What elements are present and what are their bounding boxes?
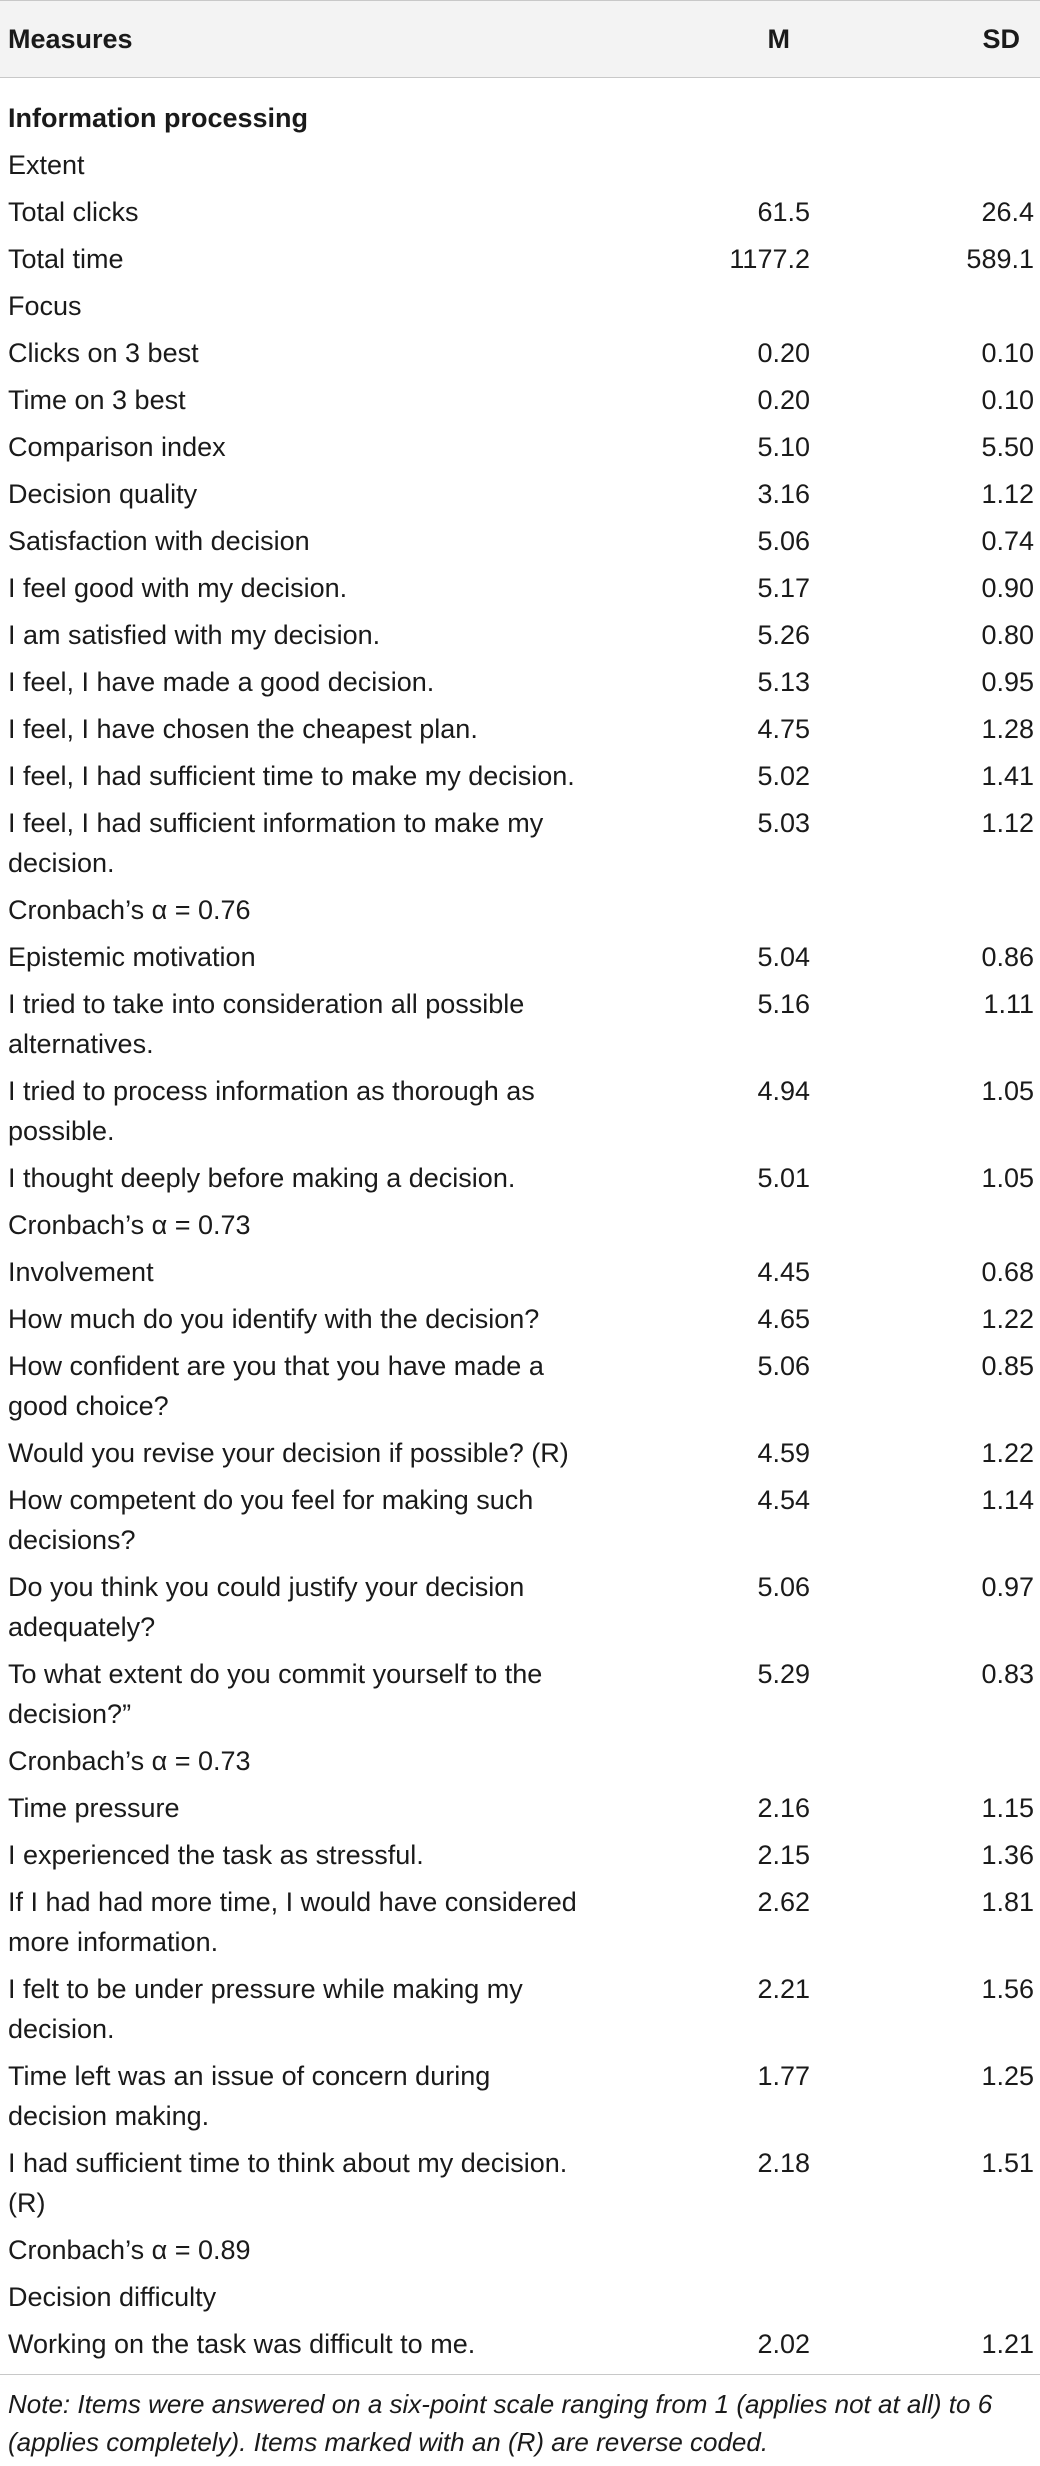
table-row	[0, 1560, 1040, 1647]
table-row	[0, 78, 1040, 139]
mean-cell	[600, 78, 830, 139]
table-row	[0, 2049, 1040, 2136]
mean-cell	[600, 1198, 830, 1245]
table-row	[0, 2136, 1040, 2223]
sd-cell: 0.85	[981, 1351, 1034, 1381]
table-header	[0, 1, 1040, 78]
sd-cell	[830, 78, 1040, 139]
table-row	[0, 1647, 1040, 1734]
sd-cell: 5.50	[981, 432, 1034, 462]
mean-cell: 61.5	[757, 197, 810, 227]
sd-cell: 1.11	[983, 989, 1034, 1019]
mean-cell: 1177.2	[729, 244, 810, 274]
measure-cell: Time on 3 best	[8, 385, 186, 415]
mean-cell: 3.16	[757, 479, 810, 509]
mean-cell: 4.45	[757, 1257, 810, 1287]
table-row	[0, 608, 1040, 655]
table-row	[0, 1962, 1040, 2049]
column-header-m: M	[600, 1, 830, 78]
table-row	[0, 420, 1040, 467]
measure-cell: I experienced the task as stressful.	[8, 1840, 424, 1870]
mean-cell: 0.20	[757, 385, 810, 415]
sd-cell: 1.28	[981, 714, 1034, 744]
measure-cell: I tried to take into consideration all possible alternatives.	[8, 989, 525, 1059]
header-row	[0, 1, 1040, 78]
mean-cell: 5.10	[757, 432, 810, 462]
mean-cell	[600, 2270, 830, 2317]
measure-cell: Total time	[8, 244, 124, 274]
table-row	[0, 1245, 1040, 1292]
mean-cell: 5.04	[757, 942, 810, 972]
sd-cell	[830, 1198, 1040, 1245]
measure-cell: Would you revise your decision if possible? (R)	[8, 1438, 569, 1468]
table-row	[0, 138, 1040, 185]
mean-cell: 5.03	[757, 808, 810, 838]
table-row	[0, 1064, 1040, 1151]
mean-cell: 0.20	[757, 338, 810, 368]
measure-cell: I feel, I have chosen the cheapest plan.	[8, 714, 478, 744]
mean-cell: 5.17	[757, 573, 810, 603]
measure-cell: Clicks on 3 best	[8, 338, 199, 368]
mean-cell: 4.65	[757, 1304, 810, 1334]
sd-cell: 0.86	[981, 942, 1034, 972]
table-row	[0, 2270, 1040, 2317]
measure-cell: Extent	[8, 150, 85, 180]
sd-cell: 1.41	[981, 761, 1034, 791]
sd-cell: 589.1	[966, 244, 1034, 274]
measure-cell: Cronbach’s α = 0.73	[8, 1210, 251, 1240]
sd-cell: 1.81	[981, 1887, 1034, 1917]
measure-cell: To what extent do you commit yourself to the decision?”	[8, 1659, 543, 1729]
measure-cell: I thought deeply before making a decision.	[8, 1163, 516, 1193]
sd-cell: 1.25	[981, 2061, 1034, 2091]
column-header-sd: SD	[830, 1, 1040, 78]
sd-cell: 1.14	[981, 1485, 1034, 1515]
table-row	[0, 2317, 1040, 2375]
mean-cell: 5.29	[757, 1659, 810, 1689]
mean-cell: 5.26	[757, 620, 810, 650]
table-row	[0, 232, 1040, 279]
measure-cell: Total clicks	[8, 197, 139, 227]
table-row	[0, 749, 1040, 796]
sd-cell: 0.10	[981, 385, 1034, 415]
table-row	[0, 1781, 1040, 1828]
mean-cell: 5.06	[757, 526, 810, 556]
table-row	[0, 561, 1040, 608]
sd-cell: 1.22	[981, 1304, 1034, 1334]
mean-cell: 5.01	[757, 1163, 810, 1193]
measure-cell: I tried to process information as thorough as possible.	[8, 1076, 535, 1146]
sd-cell	[830, 883, 1040, 930]
mean-cell: 1.77	[757, 2061, 810, 2091]
mean-cell: 2.16	[757, 1793, 810, 1823]
measure-cell: Cronbach’s α = 0.89	[8, 2235, 251, 2265]
sd-cell	[830, 2223, 1040, 2270]
sd-cell: 0.74	[981, 526, 1034, 556]
measure-cell: I had sufficient time to think about my decision. (R)	[8, 2148, 568, 2218]
table-row	[0, 1198, 1040, 1245]
measure-cell: I felt to be under pressure while making my decision.	[8, 1974, 523, 2044]
table-row	[0, 883, 1040, 930]
measure-cell: I am satisfied with my decision.	[8, 620, 381, 650]
mean-cell	[600, 1734, 830, 1781]
table-row	[0, 1734, 1040, 1781]
measure-cell: Satisfaction with decision	[8, 526, 310, 556]
measure-cell: I feel, I have made a good decision.	[8, 667, 435, 697]
measure-cell: How competent do you feel for making such decisions?	[8, 1485, 534, 1555]
table-row	[0, 1875, 1040, 1962]
table-row	[0, 702, 1040, 749]
table-row	[0, 1828, 1040, 1875]
table-row	[0, 1151, 1040, 1198]
table-row	[0, 930, 1040, 977]
measure-cell: Involvement	[8, 1257, 154, 1287]
measure-cell: Cronbach’s α = 0.76	[8, 895, 251, 925]
mean-cell	[600, 138, 830, 185]
mean-cell	[600, 883, 830, 930]
mean-cell	[600, 279, 830, 326]
table-row	[0, 326, 1040, 373]
mean-cell: 4.75	[757, 714, 810, 744]
table-row	[0, 655, 1040, 702]
table-row	[0, 977, 1040, 1064]
measure-cell: Comparison index	[8, 432, 226, 462]
sd-cell	[830, 1734, 1040, 1781]
column-header-measures: Measures	[0, 1, 600, 78]
mean-cell: 2.02	[600, 2317, 830, 2375]
sd-cell: 1.05	[981, 1076, 1034, 1106]
mean-cell: 4.54	[757, 1485, 810, 1515]
table-row	[0, 1426, 1040, 1473]
table-row	[0, 514, 1040, 561]
sd-cell	[830, 2270, 1040, 2317]
sd-cell: 1.05	[981, 1163, 1034, 1193]
sd-cell: 0.10	[981, 338, 1034, 368]
sd-cell: 1.15	[981, 1793, 1034, 1823]
sd-cell: 0.95	[981, 667, 1034, 697]
mean-cell: 5.06	[757, 1351, 810, 1381]
table-row	[0, 1339, 1040, 1426]
measure-cell: Focus	[8, 291, 82, 321]
mean-cell: 4.59	[757, 1438, 810, 1468]
mean-cell: 5.13	[757, 667, 810, 697]
measure-cell: Time left was an issue of concern during decision making.	[8, 2061, 491, 2131]
measure-cell: Information processing	[8, 103, 309, 133]
table-row	[0, 373, 1040, 420]
measure-cell: Decision quality	[8, 479, 198, 509]
sd-cell: 0.97	[981, 1572, 1034, 1602]
measure-cell: I feel good with my decision.	[8, 573, 348, 603]
sd-cell: 0.68	[981, 1257, 1034, 1287]
sd-cell: 1.56	[981, 1974, 1034, 2004]
measure-cell: Do you think you could justify your decision adequately?	[8, 1572, 525, 1642]
mean-cell	[600, 2223, 830, 2270]
table-row	[0, 279, 1040, 326]
sd-cell: 0.90	[981, 573, 1034, 603]
measure-cell: Epistemic motivation	[8, 942, 256, 972]
sd-cell: 1.12	[981, 479, 1034, 509]
measure-cell: I feel, I had sufficient time to make my decision.	[8, 761, 575, 791]
sd-cell	[830, 279, 1040, 326]
sd-cell: 1.22	[981, 1438, 1034, 1468]
table-body	[0, 78, 1040, 2375]
measure-cell: Working on the task was difficult to me.	[0, 2317, 600, 2375]
measure-cell: How confident are you that you have made a good choice?	[8, 1351, 544, 1421]
measure-cell: Time pressure	[8, 1793, 180, 1823]
table-row	[0, 796, 1040, 883]
table-row	[0, 1292, 1040, 1339]
mean-cell: 2.15	[757, 1840, 810, 1870]
sd-cell: 1.51	[981, 2148, 1034, 2178]
mean-cell: 5.02	[757, 761, 810, 791]
measure-cell: I feel, I had sufficient information to make my decision.	[8, 808, 544, 878]
table-row	[0, 1473, 1040, 1560]
mean-cell: 2.18	[757, 2148, 810, 2178]
mean-cell: 2.21	[757, 1974, 810, 2004]
table-row	[0, 2223, 1040, 2270]
measure-cell: How much do you identify with the decision?	[8, 1304, 540, 1334]
measure-cell: If I had had more time, I would have considered more information.	[8, 1887, 577, 1957]
sd-cell: 0.80	[981, 620, 1034, 650]
sd-cell: 26.4	[981, 197, 1034, 227]
sd-cell	[830, 138, 1040, 185]
sd-cell: 0.83	[981, 1659, 1034, 1689]
mean-cell: 5.16	[757, 989, 810, 1019]
mean-cell: 5.06	[757, 1572, 810, 1602]
table-row	[0, 467, 1040, 514]
mean-cell: 2.62	[757, 1887, 810, 1917]
table-note: Note: Items were answered on a six-point scale ranging from 1 (applies not at all) to 6 (applies completely). Items marked with an (R) are reverse coded.	[8, 2389, 993, 2457]
mean-cell: 4.94	[757, 1076, 810, 1106]
sd-cell: 1.12	[981, 808, 1034, 838]
measure-cell: Decision difficulty	[8, 2282, 217, 2312]
sd-cell: 1.21	[830, 2317, 1040, 2375]
table-row	[0, 185, 1040, 232]
measure-cell: Cronbach’s α = 0.73	[8, 1746, 251, 1776]
sd-cell: 1.36	[981, 1840, 1034, 1870]
